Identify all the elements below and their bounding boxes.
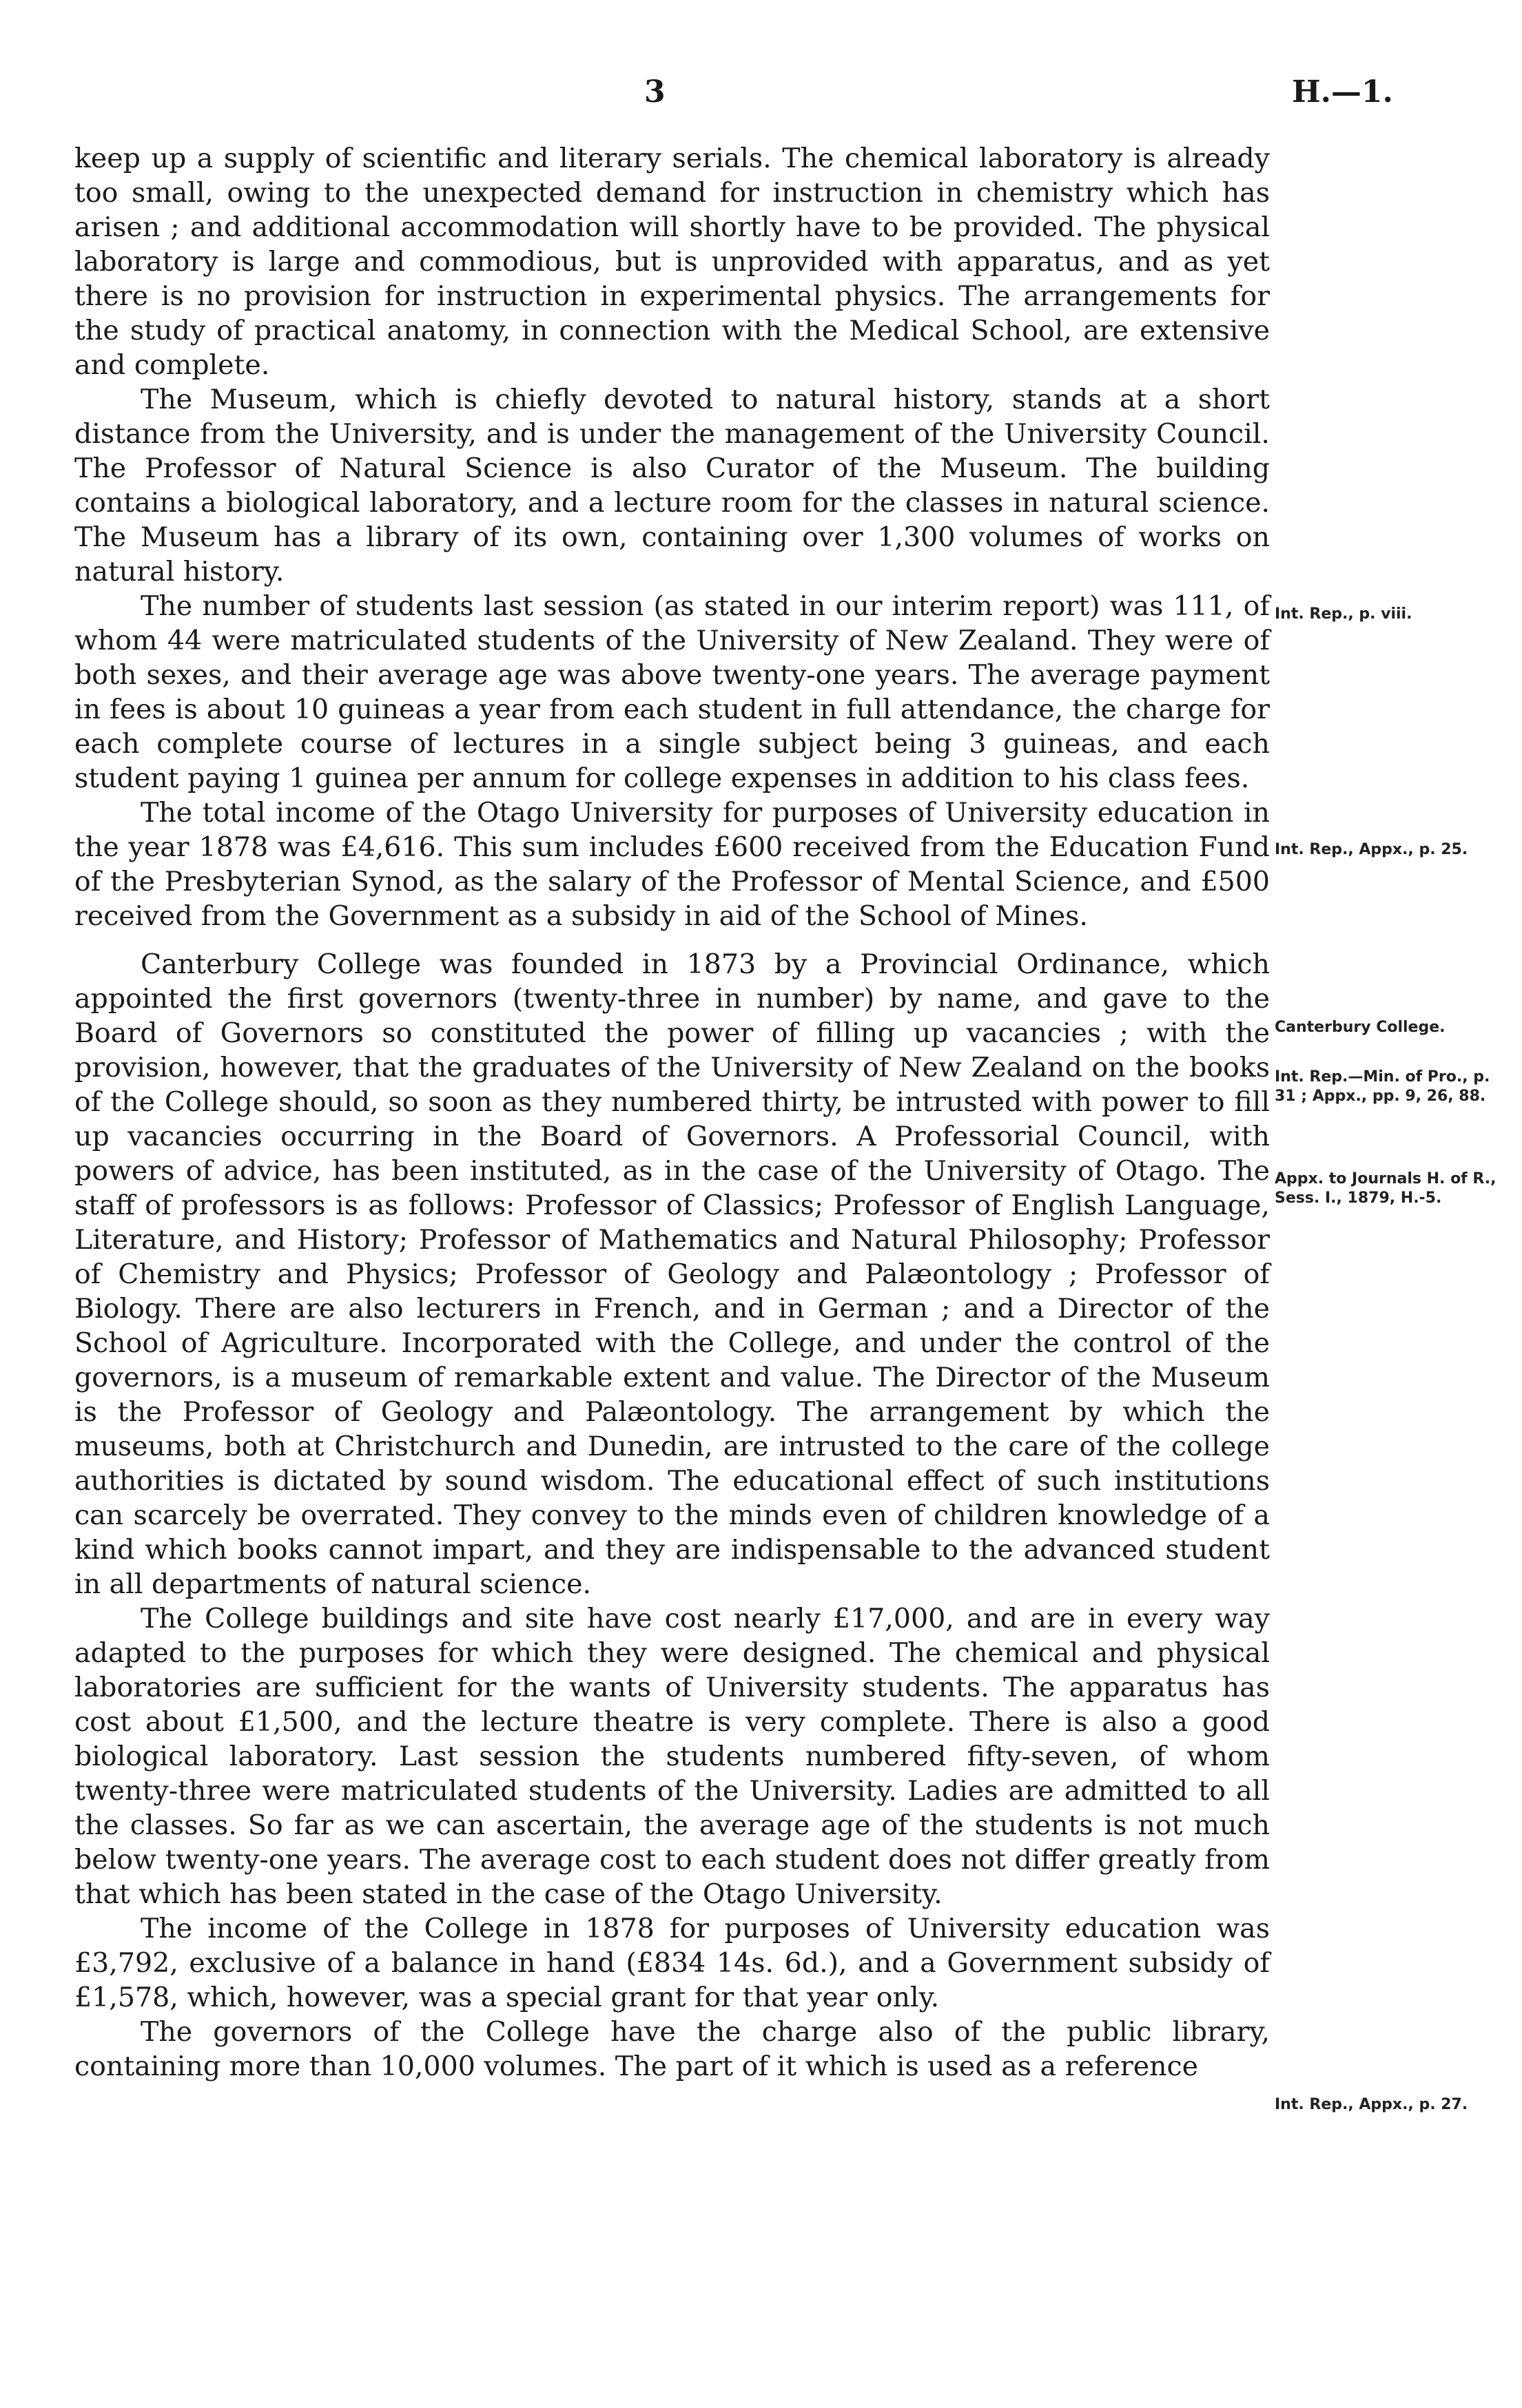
margin-note-journals: Appx. to Journals H. of R., Sess. I., 1879, H.-5. [1275, 1170, 1497, 1207]
margin-note-interim-report: Int. Rep., p. viii. [1275, 605, 1412, 623]
margin-note-minutes: Int. Rep.—Min. of Pro., p. 31 ; Appx., pp. 9, 26, 88. [1275, 1068, 1490, 1105]
paragraph-canterbury-college: Canterbury College was founded in 1873 by a Provincial Ordinance, which appointed the first governors (twenty-three in number) by name, and gave to the Board of Governors so constituted the power of filling up vacancies ; with the provision, however, that the graduates of the University of New Zealand on the books of the College should, so soon as they numbered thirty, be intrusted with power to fill up vacancies occurring in the Board of Governors. A Professorial Council, with powers of advice, has been instituted, as in the case of the University of Otago. The staff of professors is as follows: Professor of Classics; Professor of English Language, Literature, and History; Professor of Mathematics and Natural Philosophy; Professor of Chemistry and Physics; Professor of Geology and Palæontology ; Professor of Biology. There are also lecturers in French, and in German ; and a Director of the School of Agriculture. Incorporated with the College, and under the control of the governors, is a museum of remarkable extent and value. The Director of the Museum is the Professor of Geology and Palæontology. The arrangement by which the museums, both at Christchurch and Dunedin, are intrusted to the care of the college authorities is dictated by sound wisdom. The educational effect of such institutions can scarcely be overrated. They convey to the minds even of children knowledge of a kind which books cannot impart, and they are indispensable to the advanced student in all departments of natural science. [74, 948, 1270, 1600]
document-code: H.—1. [1292, 74, 1393, 110]
paragraph-otago-income: The total income of the Otago University for purposes of University education in the year 1878 was £4,616. This sum includes £600 received from the Education Fund of the Presbyterian Synod, as the salary of the Professor of Mental Science, and £500 received from the Government as a subsidy in aid of the School of Mines. [74, 797, 1270, 932]
paragraph-laboratories: keep up a supply of scientific and literary serials. The chemical laboratory is already too small, owing to the unexpected demand for instruction in chemistry which has arisen ; and additional accommodation will shortly have to be provided. The physical laboratory is large and commodious, but is unprovided with apparatus, and as yet there is no provision for instruction in experimental physics. The arrangements for the study of practical anatomy, in connection with the Medical School, are extensive and complete. [74, 143, 1270, 381]
page-number: 3 [644, 74, 666, 110]
margin-note-canterbury-college: Canterbury College. [1275, 1019, 1446, 1036]
paragraph-museum: The Museum, which is chiefly devoted to natural history, stands at a short distance from the University, and is under the management of the University Council. The Professor of Natural Science is also Curator of the Museum. The building contains a biological laboratory, and a lecture room for the classes in natural science. The Museum has a library of its own, containing over 1,300 volumes of works on natural history. [74, 384, 1270, 588]
paragraph-students: The number of students last session (as stated in our interim report) was 111, of whom 44 were matriculated students of the University of New Zealand. They were of both sexes, and their average age was above twenty-one years. The average payment in fees is about 10 guineas a year from each student in full attendance, the charge for each complete course of lectures in a single subject being 3 guineas, and each student paying 1 guinea per annum for college expenses in addition to his class fees. [74, 590, 1270, 794]
paragraph-college-buildings: The College buildings and site have cost nearly £17,000, and are in every way adapted to the purposes for which they were designed. The chemical and physical laboratories are sufficient for the wants of University students. The apparatus has cost about £1,500, and the lecture theatre is very complete. There is also a good biological laboratory. Last session the students numbered fifty-seven, of whom twenty-three were matriculated students of the University. Ladies are admitted to all the classes. So far as we can ascertain, the average age of the students is not much below twenty-one years. The average cost to each student does not differ greatly from that which has been stated in the case of the Otago University. [74, 1603, 1270, 1910]
paragraph-college-income: The income of the College in 1878 for purposes of University education was £3,792, exclusive of a balance in hand (£834 14s. 6d.), and a Government subsidy of £1,578, which, however, was a special grant for that year only. [74, 1913, 1270, 2013]
paragraph-public-library: The governors of the College have the charge also of the public library, containing more than 10,000 volumes. The part of it which is used as a reference [74, 2016, 1270, 2082]
body-text [74, 141, 1270, 2084]
margin-note-college-appendix: Int. Rep., Appx., p. 27. [1275, 2096, 1468, 2113]
margin-note-otago-appendix: Int. Rep., Appx., p. 25. [1275, 841, 1468, 858]
